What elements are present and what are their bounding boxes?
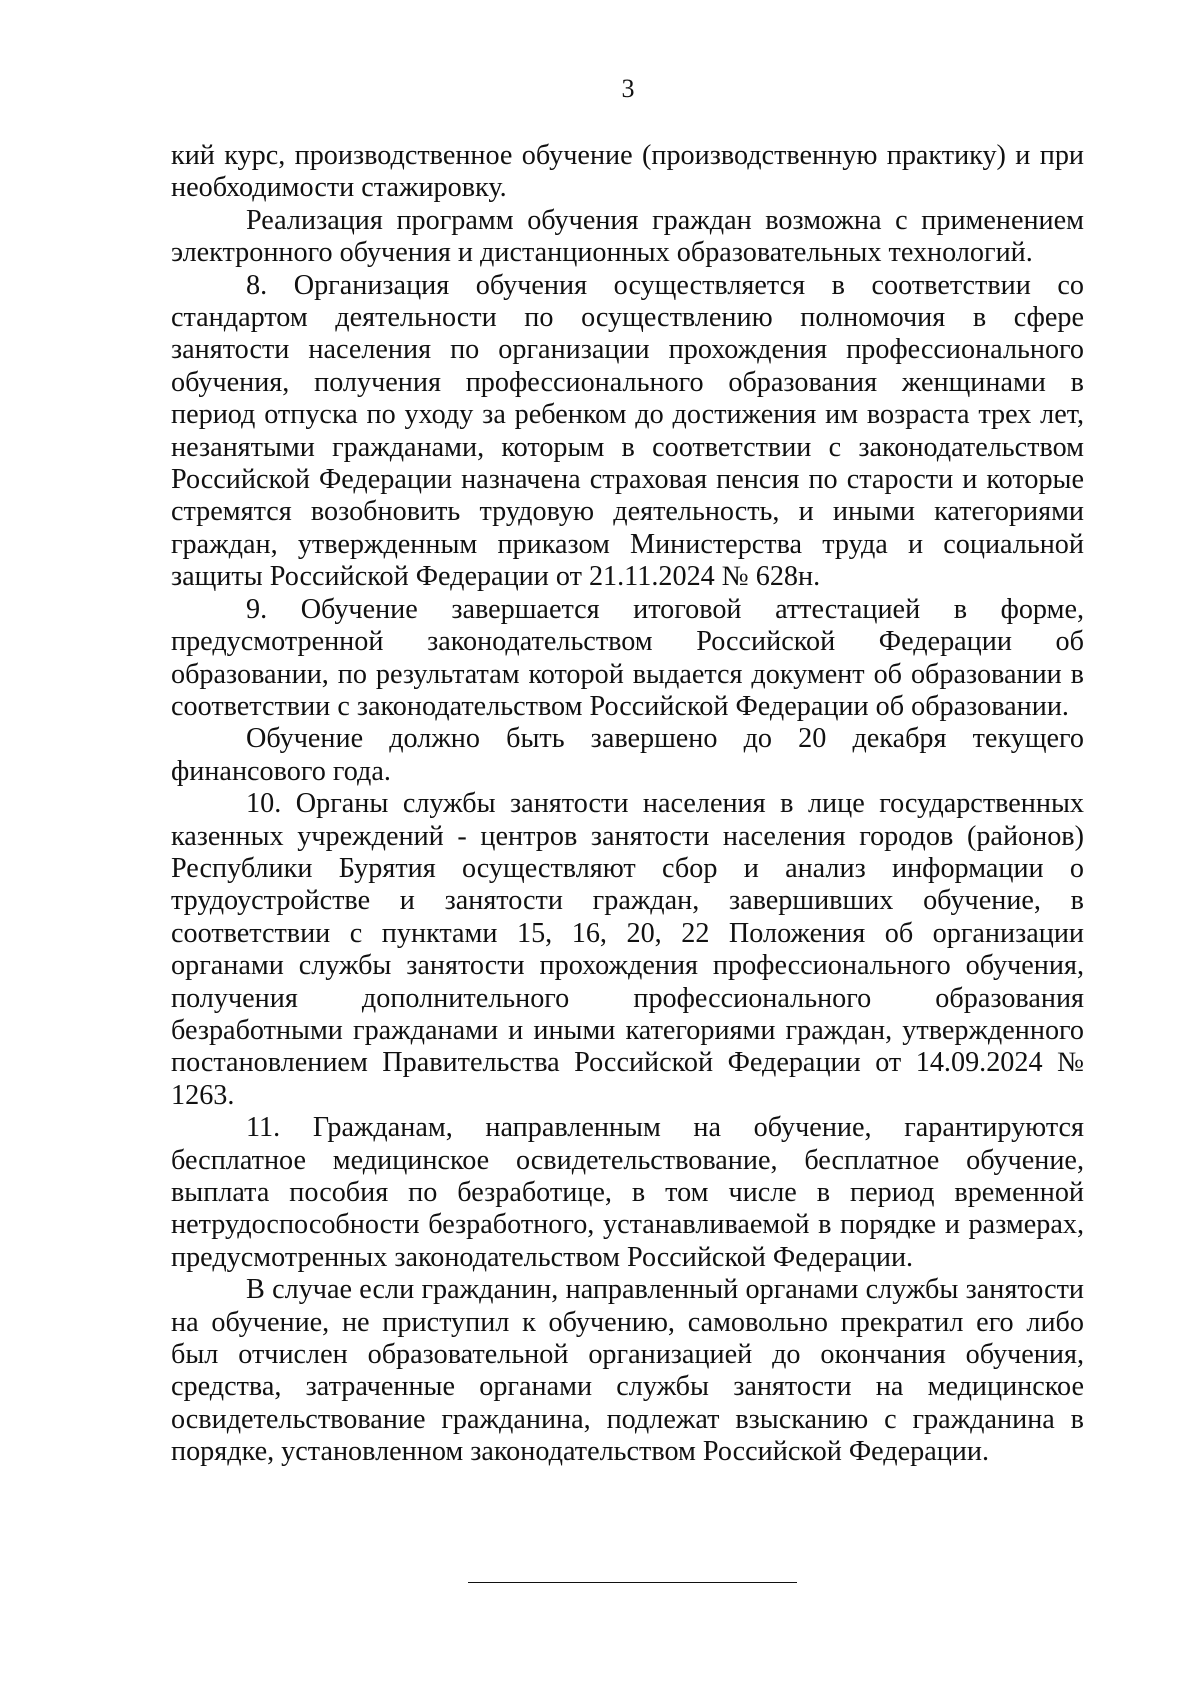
- paragraph-cost-recovery: В случае если гражданин, направленный органами службы занятости на обучение, не приступил к обучению, самовольно прекратил его либо был отчислен образовательной организацией до окончания обучения, средства, затраченные органами службы занятости на медицинское освидетельствование гражданина, подлежат взысканию с гражданина в порядке, установленном законодательством Российской Федерации.: [171, 1274, 1084, 1468]
- paragraph-item-10: 10. Органы службы занятости населения в лице государственных казенных учреждений - центров занятости населения городов (районов) Республики Бурятия осуществляют сбор и анализ информации о трудоустройстве и занятости граждан, завершивших обучение, в соответствии с пунктами 15, 16, 20, 22 Положения об организации органами службы занятости прохождения профессионального обучения, получения дополнительного профессионального образования безработными гражданами и иными категориями граждан, утвержденного постановлением Правительства Российской Федерации от 14.09.2024 № 1263.: [171, 788, 1084, 1111]
- footer-divider: [468, 1582, 797, 1583]
- paragraph-item-11: 11. Гражданам, направленным на обучение, гарантируются бесплатное медицинское освидетельствование, бесплатное обучение, выплата пособия по безработице, в том числе в период временной нетрудоспособности безработного, устанавливаемой в порядке и размерах, предусмотренных законодательством Российской Федерации.: [171, 1112, 1084, 1273]
- paragraph-item-9: 9. Обучение завершается итоговой аттестацией в форме, предусмотренной законодательством Российской Федерации об образовании, по результатам которой выдается документ об образовании в соответствии с законодательством Российской Федерации об образовании.: [171, 593, 1084, 722]
- document-body: [171, 140, 1084, 1469]
- paragraph-completion-deadline: Обучение должно быть завершено до 20 декабря текущего финансового года.: [171, 723, 1084, 787]
- paragraph-item-8: 8. Организация обучения осуществляется в соответствии со стандартом деятельности по осуществлению полномочия в сфере занятости населения по организации прохождения профессионального обучения, получения профессионального образования женщинами в период отпуска по уходу за ребенком до достижения им возраста трех лет, незанятыми гражданами, которым в соответствии с законодательством Российской Федерации назначена страховая пенсия по старости и которые стремятся возобновить трудовую деятельность, и иными категориями граждан, утвержденным приказом Министерства труда и социальной защиты Российской Федерации от 21.11.2024 № 628н.: [171, 269, 1084, 593]
- paragraph-distance-learning: Реализация программ обучения граждан возможна с применением электронного обучения и дистанционных образовательных технологий.: [171, 204, 1084, 269]
- page-number: 3: [621, 74, 635, 103]
- paragraph-continuation: кий курс, производственное обучение (производственную практику) и при необходимости стажировку.: [171, 140, 1084, 204]
